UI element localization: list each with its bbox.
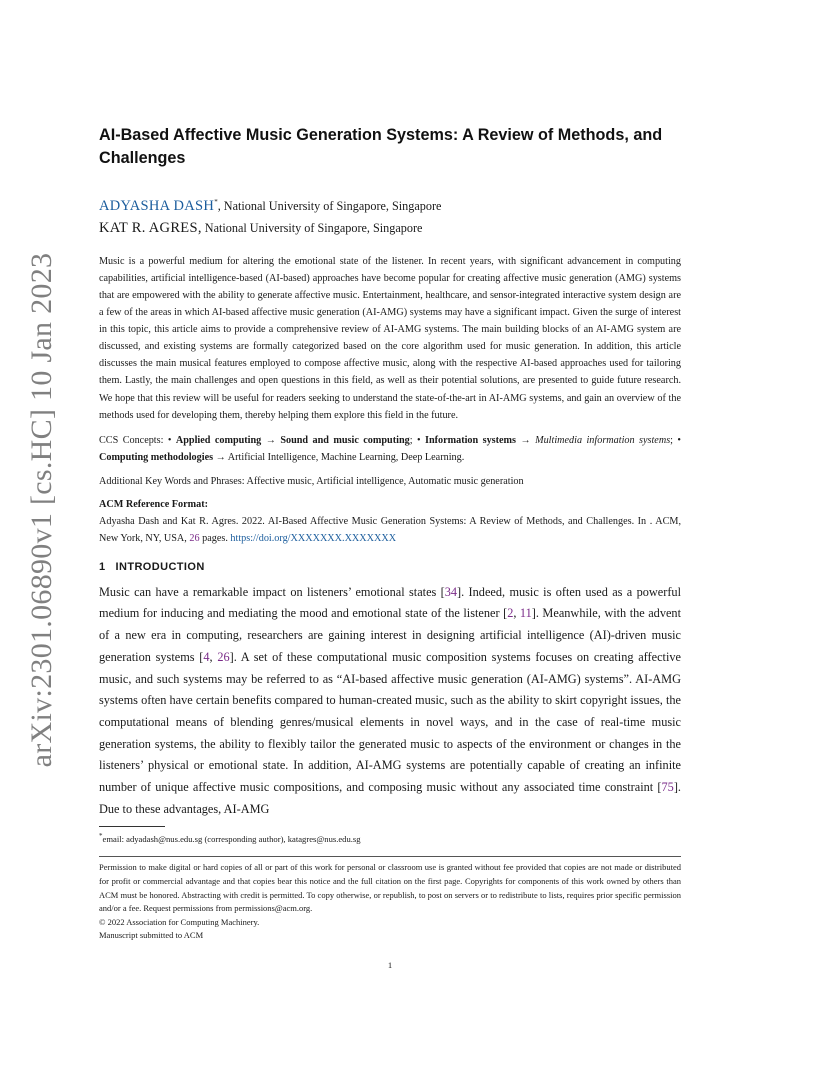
author-name-link[interactable]: ADYASHA DASH [99,197,215,214]
intro-paragraph [99,582,681,821]
paper-page [99,124,681,970]
author-affiliation: , National University of Singapore, Singapore [217,198,442,213]
copyright-line: © 2022 Association for Computing Machinery. [99,916,260,927]
acm-reference [99,513,681,547]
citation-link[interactable]: 4 [203,649,210,664]
citation-link[interactable]: 75 [661,780,674,795]
ccs-term: Applied computing [175,434,262,446]
ccs-concepts [99,432,681,466]
ccs-term: Multimedia information systems [535,434,671,446]
section-title: INTRODUCTION [115,560,205,573]
arxiv-id[interactable]: arXiv:2301.06890v1 [cs.HC] 10 Jan 2023 [25,252,58,768]
section-heading [99,561,681,573]
ccs-term: Information systems [424,434,517,446]
reference-text: pages. [199,532,231,544]
footnote [99,830,681,845]
body-text: ]. Due to these advantages, AI-AMG [99,780,681,816]
body-text: , [513,606,520,621]
paper-title: AI-Based Affective Music Generation Systems: A Review of Methods, and Challenges [99,126,663,167]
body-text: ]. Indeed, music is often used as a powerful medium for inducing and mediating the mood and emotional state of the listener [ [99,584,681,621]
arxiv-stamp [12,252,72,768]
abstract: Music is a powerful medium for altering the emotional state of the listener. In recent years, with significant advancement in computing capabilities, artificial intelligence-based (AI-based) approaches have become popular for creating affective music generation (AMG) systems that are empowered with the ability to generate affective music. Entertainment, healthcare, and sensor-integrated interactive system design are a few of the areas in which AI-based affective music generation (AI-AMG) systems may have a significant impact. Given the surge of interest in this topic, this article aims to provide a comprehensive review of AI-AMG systems. The main building blocks of an AI-AMG system are discussed, and existing systems are formally categorized based on the core algorithm used for music generation. In addition, this article discusses the main musical features employed to compose affective music, along with the respective AI-based approaches used for tailoring them. Lastly, the main challenges and open questions in this field, as well as their potential solutions, are presented to guide future research. We hope that this review will be useful for readers seeking to understand the state-of-the-art in AI-AMG systems, and gain an overview of the methods used for developing them, thereby helping them explore this field in the future. [99,255,681,421]
author-2 [99,218,681,239]
body-text: ]. Meanwhile, with the advent of a new era in computing, researchers are gaining interest in designing artificial intelligence (AI)-driven music generation systems [ [99,606,681,664]
page-number: 1 [387,959,393,970]
ccs-label: CCS Concepts: • [99,434,176,446]
doi-link[interactable]: https://doi.org/XXXXXXX.XXXXXXX [230,532,397,544]
ccs-term: Artificial Intelligence, Machine Learning, Deep Learning. [227,451,465,463]
body-text: ]. A set of these computational music composition systems focuses on creating affective music, and such systems may be referred to as “AI-based affective music generation (AI-AMG) systems”. AI-AMG systems often have certain benefits compared to human-created music, such as the ability to skirt copyright issues, the computational means of blending genres/musical elements in novel ways, and in the case of real-time music generation systems, the ability to flexibly tailor the generated music to aspects of the environment or changes in the listeners’ physical or emotional state. In addition, AI-AMG systems are potentially capable of creating an infinite number of unique affective music compositions, and composing music without any associated time constraint [ [99,649,681,795]
citation-link[interactable]: 2 [507,606,514,621]
ccs-arrow: → [213,451,228,463]
ccs-term: Sound and music computing [280,434,410,446]
author-1 [99,192,681,217]
section-number: 1 [99,560,106,573]
acm-reference-heading: ACM Reference Format: [99,498,208,510]
manuscript-line: Manuscript submitted to ACM [99,930,204,941]
author-block [99,192,681,239]
permission-notice: Permission to make digital or hard copies of all or part of this work for personal or classroom use is granted without fee provided that copies are not made or distributed for profit or commercial advantage and that copies bear this notice and the full citation on the first page. Copyrights for components of this work owned by others than ACM must be honored. Abstracting with credit is permitted. To copy otherwise, or republish, to post on servers or to redistribute to lists, requires prior specific permission and/or a fee. Request permissions from permissions@acm.org. [99,862,681,914]
citation-link[interactable]: 34 [444,584,458,599]
permission-rule [99,856,681,857]
ccs-separator: ; • [670,434,681,446]
footnote-mark: * [99,831,103,840]
author-name: KAT R. AGRES, [99,219,202,236]
footnote-mark[interactable]: * [214,198,218,206]
body-text: , [209,649,218,664]
body-text: Music can have a remarkable impact on listeners’ emotional states [ [99,584,445,599]
footnote-text: email: adyadash@nus.edu.sg (corresponding author), katagres@nus.edu.sg [102,833,361,844]
ccs-separator: ; • [409,434,425,446]
footnote-rule [99,826,165,827]
citation-link[interactable]: 26 [217,649,230,664]
ccs-term: Computing methodologies [99,451,214,463]
page-count-link[interactable]: 26 [189,532,200,544]
ccs-arrow: → [261,434,281,446]
citation-link[interactable]: 11 [519,606,532,621]
keywords: Additional Key Words and Phrases: Affective music, Artificial intelligence, Automatic music generation [99,475,524,487]
ccs-arrow: → [516,434,536,446]
author-affiliation: National University of Singapore, Singapore [201,220,423,235]
reference-text: Adyasha Dash and Kat R. Agres. 2022. AI-Based Affective Music Generation Systems: A Review of Methods, and Challenges. In . ACM, New York, NY, USA, [99,515,681,544]
